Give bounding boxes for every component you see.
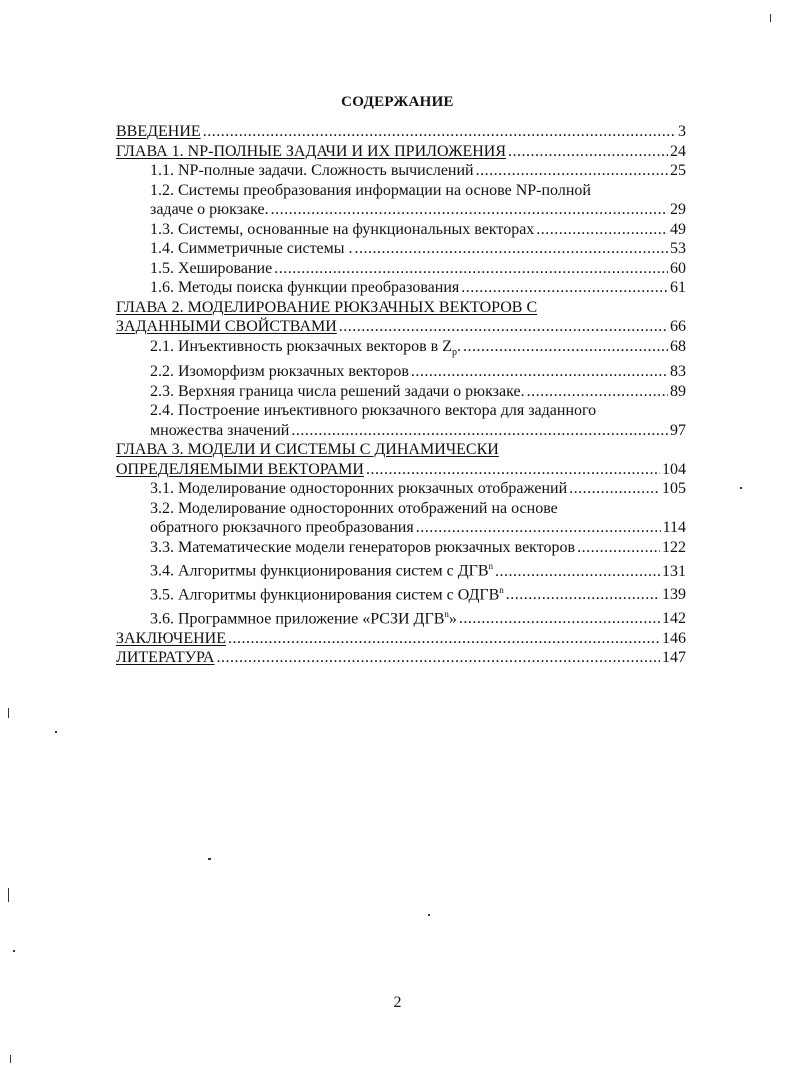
toc-entry-page: 139 <box>662 586 686 604</box>
toc-entry-row <box>116 317 686 337</box>
toc-entry[interactable] <box>116 499 686 538</box>
scan-mark <box>13 950 15 952</box>
toc-entry-row <box>150 421 686 441</box>
toc-entry-page: 105 <box>662 480 686 498</box>
toc-entry-page: 146 <box>662 629 686 647</box>
dot-leader <box>366 460 660 480</box>
dot-leader <box>508 142 668 162</box>
toc-entry-row <box>150 337 686 363</box>
toc-entry[interactable] <box>116 382 686 402</box>
toc-entry-row <box>150 278 686 298</box>
toc-entry-row <box>150 239 686 259</box>
toc-entry[interactable] <box>116 648 686 668</box>
toc-entry[interactable] <box>116 362 686 382</box>
toc-entry[interactable] <box>116 220 686 240</box>
toc-entry-row <box>150 161 686 181</box>
toc-entry-title: 1.3. Системы, основанные на функциональных векторах <box>150 220 535 238</box>
scan-mark <box>208 858 211 860</box>
toc-entry-title: обратного рюкзачного преобразования <box>150 519 414 537</box>
toc-entry-title: 2.2. Изоморфизм рюкзачных векторов <box>150 363 409 381</box>
dot-leader <box>291 421 668 441</box>
toc-entry-first-line: 2.4. Построение инъективного рюкзачного вектора для заданного <box>150 402 597 420</box>
dot-leader <box>411 362 668 382</box>
dot-leader <box>216 648 660 668</box>
toc-entry[interactable] <box>116 605 686 629</box>
dot-leader <box>416 518 661 538</box>
dot-leader <box>495 562 660 582</box>
page-number: 2 <box>393 994 402 1011</box>
toc-entry-title: 1.4. Симметричные системы . <box>150 240 353 257</box>
toc-entry[interactable] <box>116 557 686 581</box>
toc-entry-row <box>150 200 686 220</box>
toc-entry-page: 25 <box>670 162 686 179</box>
toc-entry-page: 24 <box>670 142 686 160</box>
toc-entry-row <box>116 460 686 480</box>
scan-mark <box>8 888 9 902</box>
toc-entry-row <box>150 220 686 240</box>
toc-entry-first-line: ГЛАВА 3. МОДЕЛИ И СИСТЕМЫ С ДИНАМИЧЕСКИ <box>116 441 499 459</box>
toc-entry-title: 3.4. Алгоритмы функционирования систем с ДГВ$^n$ <box>150 561 494 580</box>
scan-mark <box>55 731 57 733</box>
dot-leader <box>463 337 668 357</box>
toc-entry-page: 131 <box>662 562 686 580</box>
toc-entry-row <box>150 518 686 538</box>
toc-entry-page: 147 <box>662 649 686 667</box>
toc-entry-page: 66 <box>670 318 686 335</box>
toc-entry-title: 1.6. Методы поиска функции преобразования <box>150 279 460 296</box>
toc-entry-page: 61 <box>670 279 686 296</box>
toc-entry-first-line: 1.2. Системы преобразования информации на основе NP-полной <box>150 181 591 199</box>
toc-entry-page: 114 <box>662 519 686 537</box>
toc-entry-title: 3.5. Алгоритмы функционирования систем с ОДГВ$^n$ <box>150 585 504 604</box>
toc-entry[interactable] <box>116 278 686 298</box>
toc-entry-row <box>116 648 686 668</box>
toc-entry-page: 60 <box>670 259 686 277</box>
toc-entry[interactable] <box>116 401 686 440</box>
toc-entry-row <box>150 479 686 499</box>
toc-entry-row <box>150 605 686 629</box>
dot-leader <box>203 122 676 142</box>
toc-entry-row <box>116 629 686 649</box>
dot-leader <box>274 259 668 279</box>
dot-leader <box>339 317 668 337</box>
scan-mark <box>428 914 430 916</box>
dot-leader <box>476 161 668 181</box>
toc-entry[interactable] <box>116 181 686 220</box>
toc-entry-page: 68 <box>670 337 686 355</box>
toc-entry-page: 89 <box>670 382 686 400</box>
toc-entry-title: ЗАКЛЮЧЕНИЕ <box>116 629 226 647</box>
toc-entry[interactable] <box>116 581 686 605</box>
dot-leader <box>506 585 660 605</box>
toc-entry[interactable] <box>116 161 686 181</box>
toc-entry-title: ЗАДАННЫМИ СВОЙСТВАМИ <box>116 318 337 335</box>
toc-entry[interactable] <box>116 440 686 479</box>
toc-entry[interactable] <box>116 337 686 363</box>
toc-entry-row <box>150 581 686 605</box>
toc-entry-page: 83 <box>670 363 686 381</box>
toc-entry-page: 29 <box>670 201 686 218</box>
toc-entry-title: 2.1. Инъективность рюкзачных векторов в $Z_p$. <box>150 337 461 358</box>
dot-leader <box>228 629 660 649</box>
dot-leader <box>527 382 668 402</box>
toc-entry-title: 1.1. NP-полные задачи. Сложность вычислений <box>150 162 474 179</box>
toc-entry-first-line: 3.2. Моделирование односторонних отображений на основе <box>150 499 558 517</box>
toc-entry-page: 104 <box>662 460 686 478</box>
dot-leader <box>569 479 660 499</box>
toc-entry-title: ГЛАВА 1. NP-ПОЛНЫЕ ЗАДАЧИ И ИХ ПРИЛОЖЕНИЯ <box>116 142 507 160</box>
toc-entry[interactable] <box>116 122 686 142</box>
toc-entry[interactable] <box>116 538 686 558</box>
toc-entry-title: ВВЕДЕНИЕ <box>116 123 201 140</box>
toc-entry-row <box>116 122 686 142</box>
toc-entry-row <box>150 259 686 279</box>
dot-leader <box>355 239 668 259</box>
toc-entry[interactable] <box>116 239 686 259</box>
dot-leader <box>461 278 668 298</box>
toc-entry-title: 3.3. Математические модели генераторов рюкзачных векторов <box>150 538 576 556</box>
toc-entry[interactable] <box>116 479 686 499</box>
toc-entry-title: задаче о рюкзаке. <box>150 201 269 218</box>
scan-mark <box>8 708 9 718</box>
toc-entry-row <box>150 382 686 402</box>
toc-title: СОДЕРЖАНИЕ <box>341 94 454 110</box>
toc-entry-first-line: ГЛАВА 2. МОДЕЛИРОВАНИЕ РЮКЗАЧНЫХ ВЕКТОРОВ С <box>116 298 538 316</box>
toc-entry[interactable] <box>116 298 686 337</box>
toc-entry-title: 3.6. Программное приложение «РСЗИ ДГВ$^n$» <box>150 608 457 628</box>
toc-entry-title: 2.3. Верхняя граница числа решений задачи о рюкзаке. <box>150 382 525 400</box>
toc-entry-title: 3.1. Моделирование односторонних рюкзачных отображений <box>150 480 568 498</box>
toc-entry-page: 3 <box>678 123 686 140</box>
dot-leader <box>536 220 668 240</box>
scan-mark <box>10 1055 11 1063</box>
table-of-contents <box>116 122 686 668</box>
dot-leader <box>459 609 660 629</box>
toc-entry-page: 97 <box>670 421 686 439</box>
dot-leader <box>577 538 660 558</box>
toc-entry-row <box>150 362 686 382</box>
toc-entry-row <box>150 538 686 558</box>
toc-entry-title: ЛИТЕРАТУРА <box>116 649 215 667</box>
toc-entry-title: множества значений <box>150 421 290 439</box>
toc-entry-page: 122 <box>662 538 686 556</box>
scan-mark <box>740 487 742 489</box>
toc-entry[interactable] <box>116 142 686 162</box>
toc-entry-page: 142 <box>662 610 686 628</box>
toc-entry[interactable] <box>116 629 686 649</box>
dot-leader <box>271 200 668 220</box>
toc-entry-row <box>150 557 686 581</box>
scan-mark <box>770 14 771 22</box>
toc-entry-page: 49 <box>670 220 686 238</box>
toc-entry[interactable] <box>116 259 686 279</box>
toc-entry-page: 53 <box>670 240 686 257</box>
toc-entry-title: 1.5. Хеширование <box>150 259 273 277</box>
toc-entry-title: ОПРЕДЕЛЯЕМЫМИ ВЕКТОРАМИ <box>116 460 364 478</box>
toc-entry-row <box>116 142 686 162</box>
